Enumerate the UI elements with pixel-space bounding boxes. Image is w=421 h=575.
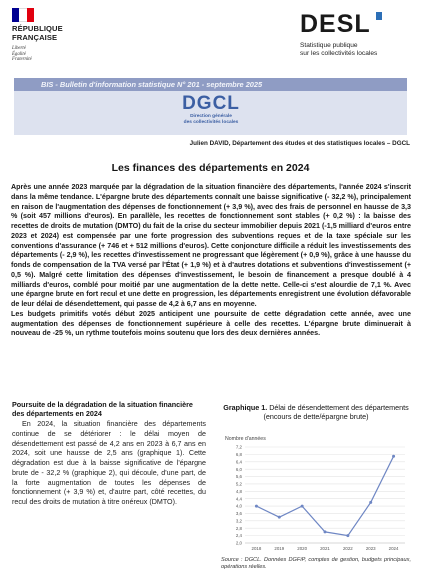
desl-accent-bar	[376, 12, 382, 20]
y-tick-label: 6,4	[235, 459, 242, 465]
chart-subtitle: (encours de dette/épargne brute)	[263, 412, 369, 422]
section-paragraph: En 2024, la situation financière des départements continue de se détériorer : le délai moyen de désendettement est passé de 4,2 ans en 2023 à 6,7 ans en 2024, soit une hausse de 2,5 ans (graphique 1). Cette dégradation est due à la baisse significative de l'épargne brute de - 32,2 % (graphique 2), qui découle, d'une part, de la forte augmentation de toutes les dépenses de fonctionnement (+ 3,9 %) et, d'autre part, côté recettes, du recul des droits de mutation à titre onéreux (DMTO).	[12, 420, 206, 506]
data-point	[255, 505, 258, 508]
intro-summary	[11, 183, 411, 339]
y-tick-label: 6,8	[235, 451, 242, 457]
y-tick-label: 7,2	[235, 444, 242, 450]
x-tick-label: 2022	[342, 546, 353, 551]
intro-paragraph-2: Les budgets primitifs votés début 2025 anticipent une poursuite de cette dégradation cette année, avec une augmentation des dépenses de fonctionnement supérieure à celle des recettes. L'épargne brute diminuerait à nouveau de -25 %, un rythme toutefois moins soutenu que lors des deux dernières années.	[11, 309, 411, 338]
x-tick-label: 2019	[274, 546, 285, 551]
x-tick-label: 2023	[365, 546, 376, 551]
data-point	[324, 530, 327, 533]
desl-wordmark: DESL	[300, 10, 371, 38]
bulletin-banner: BIS - Bulletin d'information statistique N° 201 - septembre 2025	[14, 78, 407, 91]
data-point	[369, 501, 372, 504]
section-body	[12, 420, 206, 508]
republique-motto	[12, 46, 32, 63]
chart-title-text: Délai de désendettement des départements	[267, 403, 409, 412]
motto-fraternite: Fraternité	[12, 57, 32, 63]
y-tick-label: 5,2	[235, 481, 242, 487]
y-tick-label: 3,6	[235, 511, 242, 517]
republique-line2: FRANÇAISE	[12, 32, 58, 42]
author-line: Julien DAVID, Département des études et des statistiques locales – DGCL	[189, 140, 410, 147]
y-tick-label: 4,8	[235, 488, 242, 494]
y-tick-label: 2,8	[235, 525, 242, 531]
x-tick-label: 2018	[251, 546, 262, 551]
series-line	[256, 456, 393, 535]
y-axis-label: Nombre d'années	[225, 436, 266, 442]
y-tick-label: 6,0	[235, 466, 242, 472]
x-tick-label: 2021	[320, 546, 330, 551]
desl-logo	[300, 10, 415, 70]
republique-title	[12, 25, 63, 42]
dgcl-subtitle-line1: Direction générale	[190, 114, 232, 119]
y-tick-label: 3,2	[235, 518, 242, 524]
motto-egalite: Égalité	[12, 51, 26, 57]
line-chart	[223, 433, 409, 556]
data-point	[278, 516, 281, 519]
desl-subtitle-line1: Statistique publique	[300, 42, 358, 49]
article-title: Les finances des départements en 2024	[111, 162, 310, 174]
dgcl-wordmark: DGCL	[182, 93, 240, 114]
desl-subtitle	[300, 42, 377, 58]
x-tick-label: 2020	[297, 546, 308, 551]
dgcl-logo	[166, 94, 256, 132]
republique-line1: RÉPUBLIQUE	[12, 24, 63, 33]
motto-liberte: Liberté	[12, 46, 26, 51]
data-point	[346, 534, 349, 537]
data-point	[301, 505, 304, 508]
chart-delai-desendettement	[223, 433, 409, 556]
x-tick-label: 2024	[388, 546, 399, 551]
y-tick-label: 4,4	[235, 496, 242, 502]
chart-source: Source : DGCL. Données DGFiP, comptes de gestion, budgets principaux, opérations réelles.	[221, 557, 411, 570]
y-tick-label: 2,4	[235, 533, 242, 539]
republique-francaise-logo	[12, 8, 107, 78]
desl-subtitle-line2: sur les collectivités locales	[300, 50, 378, 57]
y-tick-label: 4,0	[235, 503, 242, 509]
section-title: Poursuite de la dégradation de la situation financière des départements en 2024	[12, 400, 193, 419]
data-point	[392, 455, 395, 458]
y-tick-label: 2,0	[235, 540, 242, 546]
y-tick-label: 5,6	[235, 474, 242, 480]
chart-title-number: Graphique 1.	[223, 403, 268, 412]
dgcl-subtitle-line2: des collectivités locales	[183, 119, 239, 125]
french-flag-icon	[12, 8, 34, 22]
chart-title	[221, 403, 411, 422]
intro-paragraph-1: Après une année 2023 marquée par la dégradation de la situation financière des départements, l'année 2024 s'inscrit dans la même tendance. L'épargne brute des départements connaît une baisse significative (- 32,2 %), principalement en raison de l'augmentation des dépenses de fonctionnement (+ 3,9 %), avec des frais de personnel en hausse de 3,3 % (soit 457 millions d'euros). En parallèle, les recettes de fonctionnement sont stables (+ 0,2 %) : la baisse des recettes de droits de mutation (DMTO) du fait de la crise du secteur immobilier depuis 2021 (-1,5 milliard d'euros entre 2023 et 2024) est compensée par une forte progression des subventions reçues et de la taxe spéciale sur les conventions d'assurance (+ 746 et + 512 millions d'euros). Cette conjoncture difficile a réduit les investissements des départements (- 2,9 %), les recettes d'investissement ne progressant que légèrement (+ 0,9 %), grâce à une hausse du fonds de compensation de la TVA versé par l'État (+ 1,9 %) et à d'autres dotations et subventions d'investissement (+ 0,5 %). Malgré cette limitation des dépenses d'investissement, le besoin de financement a presque doublé à 4 milliards d'euros, comblé pour moitié par une augmentation de la dette nette. Celle-ci s'est alourdie de 7,1 %. Avec une épargne brute en fort recul et une dette en progression, les départements enregistrent une évolution défavorable de leur délai de désendettement, qui passe de 4,2 à 6,7 ans en moyenne.	[11, 183, 411, 308]
